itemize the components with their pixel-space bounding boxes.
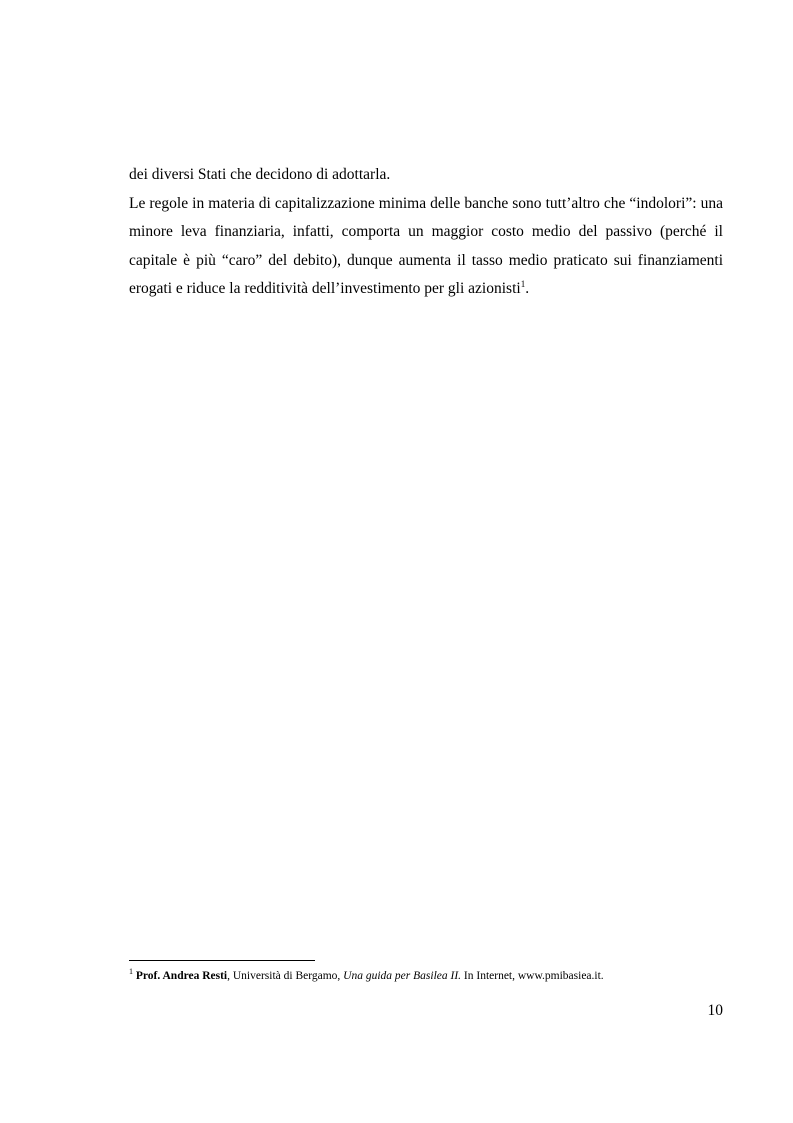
footnote-affiliation: , Università di Bergamo, bbox=[227, 970, 344, 982]
paragraph-2 bbox=[129, 190, 723, 304]
page-number: 10 bbox=[707, 1002, 723, 1019]
footnote-separator bbox=[129, 960, 315, 961]
footnote-author: Prof. Andrea Resti bbox=[135, 970, 228, 982]
footnote-reference[interactable]: 1 bbox=[520, 278, 526, 289]
paragraph-1-text: dei diversi Stati che decidono di adottarla. bbox=[129, 166, 391, 183]
footnote-marker: 1 bbox=[129, 967, 133, 977]
paragraph-1 bbox=[129, 161, 723, 190]
body-text bbox=[129, 161, 723, 304]
paragraph-2-text: Le regole in materia di capitalizzazione minima delle banche sono tutt’altro che “indolori”: una minore leva finanziaria, infatti, comporta un maggior costo medio del passivo (perché il capitale è più “caro” del debito), dunque aumenta il tasso medio praticato sui finanziamenti erogati e riduce la redditività dell’investimento per gli azionisti bbox=[129, 194, 723, 297]
paragraph-2-end: . bbox=[525, 280, 530, 297]
footnote-source: In Internet, www.pmibasiea.it. bbox=[461, 970, 604, 982]
footnote-title: Una guida per Basilea II. bbox=[343, 970, 462, 982]
footnote bbox=[129, 968, 729, 984]
